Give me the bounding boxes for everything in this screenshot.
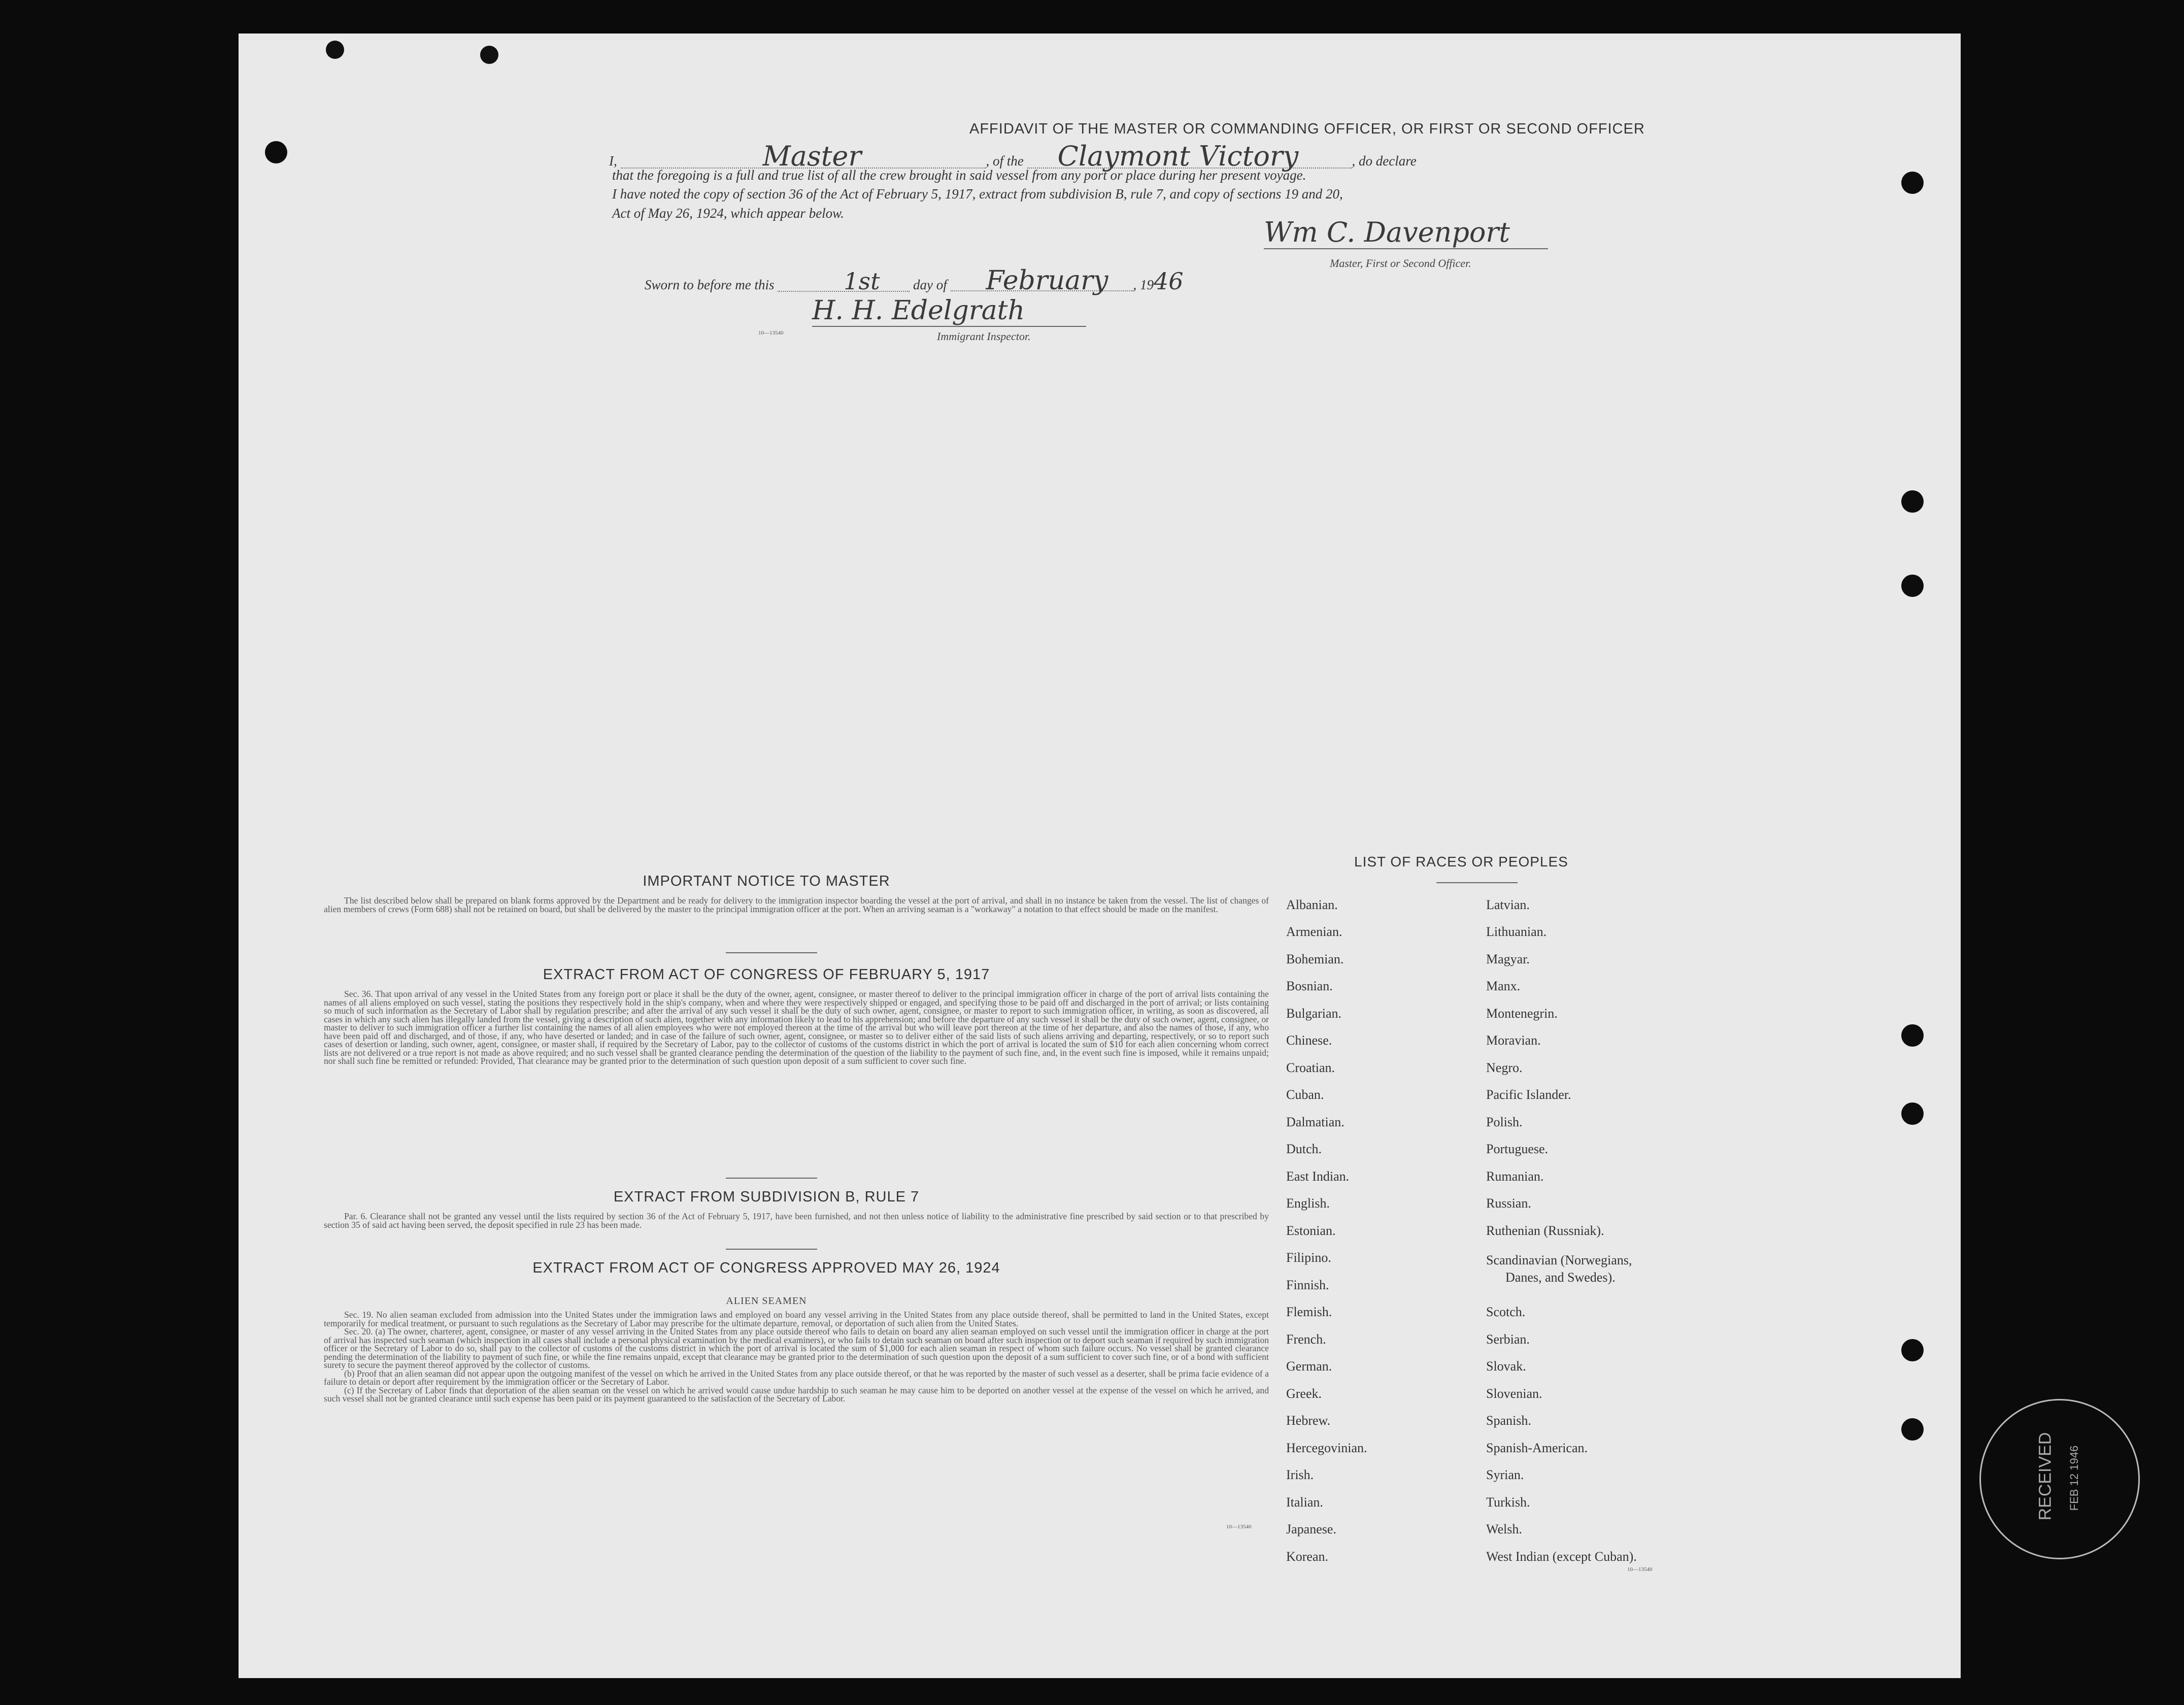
- race-item: Syrian.: [1486, 1467, 1524, 1482]
- affidavit-title: AFFIDAVIT OF THE MASTER OR COMMANDING OFFICER, OR FIRST OR SECOND OFFICER: [969, 121, 1645, 137]
- sworn-day-field: 1st: [778, 272, 910, 292]
- races-divider: [1436, 882, 1518, 883]
- races-column-1: [1286, 897, 1469, 1608]
- divider-2: [726, 1178, 817, 1179]
- stamp-received-text: RECEIVED: [2035, 1432, 2055, 1521]
- race-item: Turkish.: [1486, 1495, 1530, 1510]
- document-page: [239, 34, 2081, 1678]
- race-item: Estonian.: [1286, 1223, 1336, 1238]
- race-item: Filipino.: [1286, 1250, 1331, 1265]
- race-item: Spanish.: [1486, 1413, 1531, 1428]
- race-item: Finnish.: [1286, 1278, 1329, 1292]
- affidavit-line-2: that the foregoing is a full and true list of all the crew brought in said vessel from any port or place during her present voyage.: [612, 168, 1306, 183]
- rule-7-body: Par. 6. Clearance shall not be granted any vessel until the lists required by section 36 of the Act of February 5, 1917, have been furnished, and not then unless notice of liability to the administrative fine prescribed by said section or to that prescribed by section 35 of said act having been served, the deposit specified in rule 23 has been made.: [324, 1211, 1269, 1230]
- race-item: Serbian.: [1486, 1332, 1530, 1347]
- race-item: East Indian.: [1286, 1169, 1350, 1184]
- race-item: Ruthenian (Russniak).: [1486, 1223, 1604, 1238]
- divider-1: [726, 952, 817, 953]
- affidavit-form-number: 10—13540: [758, 330, 784, 336]
- affidavit-name-field: Master: [621, 145, 986, 169]
- extract-1917-body: Sec. 36. That upon arrival of any vessel in the United States from any foreign port or place it shall be the duty of the owner, agent, consignee, or master thereof to deliver to the principal immigration officer in charge of the port of arrival lists containing the names of all aliens employed on such vessel, stating the positions they respectively hold in the ship's company, when and where they were respectively shipped or engaged, and specifying those to be paid off and discharged in the port of arrival; or lists containing so much of such information as the Secretary of Labor shall by regulation prescribe; and after the arrival of any such vessel it shall be the duty of such owner, agent, consignee, or master to report to such immigration officer, in writing, as soon as discovered, all cases in which any such alien has illegally landed from the vessel, giving a description of such alien, together with any information likely to lead to his apprehension; and before the departure of any such vessel it shall be the duty of such owner, agent, consignee, or master to deliver to such immigration officer a further list containing the names of all alien employees who were not employed thereon at the time of the arrival but who will leave port thereon at the time of her departure, and also the names of those, if any, who have been paid off and discharged, and of those, if any, who have deserted or landed; and in case of the failure of such owner, agent, consignee, or master so to deliver either of the said lists of such aliens arriving and departing, respectively, or so to report such cases of desertion or landing, such owner, agent, consignee, or master shall, if required by the Secretary of Labor, pay to the collector of customs of the customs district in which the port of arrival is located the sum of $10 for each alien concerning whom correct lists are not delivered or a true report is not made as above required; and no such vessel shall be granted clearance pending the determination of the question of the liability to the payment of such fine, and, in the event such fine is imposed, while it remains unpaid; nor shall such fine be remitted or refunded: Provided, That clearance may be granted prior to the determination of such question upon deposit of a sum sufficient to cover such fine.: [324, 989, 1269, 1066]
- race-item: Italian.: [1286, 1495, 1323, 1510]
- inspector-signature-caption: Immigrant Inspector.: [937, 330, 1031, 343]
- race-item: Albanian.: [1286, 897, 1338, 912]
- extract-1917-title: EXTRACT FROM ACT OF CONGRESS OF FEBRUARY 5, 1917: [543, 966, 990, 983]
- race-item: Croatian.: [1286, 1060, 1335, 1075]
- punch-hole-right-4: [1901, 1024, 1924, 1047]
- notice-title: IMPORTANT NOTICE TO MASTER: [643, 873, 890, 889]
- punch-hole-right-7: [1901, 1418, 1924, 1441]
- race-item: Dutch.: [1286, 1142, 1322, 1156]
- race-item: English.: [1286, 1196, 1330, 1211]
- sworn-line: [645, 265, 1184, 296]
- punch-hole-right-6: [1901, 1339, 1924, 1361]
- punch-hole-right-2: [1901, 490, 1924, 513]
- race-item: Cuban.: [1286, 1087, 1324, 1102]
- races-column-2: [1486, 897, 1750, 1608]
- punch-hole-right-5: [1901, 1102, 1924, 1125]
- races-title: LIST OF RACES OR PEOPLES: [1354, 854, 1568, 870]
- extract-1924-sec20c: (c) If the Secretary of Labor finds that deportation of the alien seaman on the vessel on which he arrived would cause undue hardship to such seaman he may cause him to be deported on another vessel at the expense of the vessel on which he arrived, and such vessel shall not be granted clearance until such expense has been paid or its payment guaranteed to the satisfaction of the Secretary of Labor.: [324, 1385, 1269, 1403]
- extract-1924-sec20b: (b) Proof that an alien seaman did not appear upon the outgoing manifest of the vessel on which he arrived in the United States from any place outside thereof, or that he was reported by the master of such vessel as a deserter, shall be prima facie evidence of a failure to detain or deport after requirement by the immigration officer or the Secretary of Labor.: [324, 1368, 1269, 1387]
- race-item: Armenian.: [1286, 924, 1342, 939]
- race-item: Greek.: [1286, 1386, 1322, 1401]
- punch-hole-right-3: [1901, 575, 1924, 597]
- punch-hole-right-1: [1901, 172, 1924, 194]
- affidavit-declare-label: , do declare: [1352, 153, 1417, 169]
- race-item: Russian.: [1486, 1196, 1531, 1211]
- race-item: Moravian.: [1486, 1033, 1541, 1048]
- extract-1924-sec19: Sec. 19. No alien seaman excluded from admission into the United States under the immigration laws and employed on board any vessel arriving in the United States from any place outside thereof, shall be permitted to land in the United States, except temporarily for medical treatment, or pursuant to such regulations as the Secretary of Labor may prescribe for the ultimate departure, removal, or deportation of such alien from the United States.: [324, 1310, 1269, 1328]
- race-item: Bulgarian.: [1286, 1006, 1342, 1021]
- extract-form-number: 10—13540: [1226, 1524, 1252, 1530]
- race-item: Korean.: [1286, 1549, 1329, 1564]
- punch-hole-top-left-2: [480, 46, 498, 64]
- race-item: Montenegrin.: [1486, 1006, 1558, 1021]
- affidavit-line-3: I have noted the copy of section 36 of the Act of February 5, 1917, extract from subdivision B, rule 7, and copy of sections 19 and 20,: [612, 186, 1343, 202]
- race-item: Portuguese.: [1486, 1142, 1549, 1156]
- affidavit-line-4: Act of May 26, 1924, which appear below.: [612, 206, 844, 221]
- punch-hole-left: [265, 141, 287, 163]
- stamp-date-text: FEB 12 1946: [2068, 1445, 2081, 1511]
- race-item: Chinese.: [1286, 1033, 1332, 1048]
- race-item: German.: [1286, 1359, 1332, 1374]
- extract-1924-body: [324, 1311, 1269, 1403]
- notice-body: The list described below shall be prepared on blank forms approved by the Department and be ready for delivery to the immigration inspector boarding the vessel at the port of arrival, and shall in no instance be taken from the vessel. The list of changes of alien members of crews (Form 688) shall not be retained on board, but shall be delivered by the master to the principal immigration officer at the port. When an arriving seaman is a "workaway" a notation to that effect should be made on the manifest.: [324, 895, 1269, 914]
- affidavit-vessel-field: Claymont Victory: [1027, 145, 1352, 169]
- sworn-year-field: 46: [1154, 268, 1184, 295]
- race-item: Bosnian.: [1286, 979, 1333, 993]
- race-item: Danes, and Swedes).: [1505, 1270, 1616, 1285]
- sworn-month-field: February: [951, 271, 1133, 291]
- received-stamp: [1979, 1399, 2140, 1559]
- sworn-dayof-label: day of: [913, 277, 947, 292]
- rule-7-title: EXTRACT FROM SUBDIVISION B, RULE 7: [613, 1189, 920, 1205]
- race-item: Japanese.: [1286, 1522, 1336, 1536]
- race-item: Latvian.: [1486, 897, 1530, 912]
- race-item: Manx.: [1486, 979, 1521, 993]
- race-item: Slovenian.: [1486, 1386, 1542, 1401]
- punch-hole-top-left-1: [326, 41, 344, 59]
- affidavit-prefix: I,: [609, 153, 617, 169]
- race-item: Flemish.: [1286, 1305, 1332, 1319]
- extract-1924-subtitle: ALIEN SEAMEN: [726, 1295, 807, 1307]
- race-item: Scotch.: [1486, 1305, 1526, 1319]
- race-item: Scandinavian (Norwegians,: [1486, 1253, 1632, 1267]
- race-item: Dalmatian.: [1286, 1115, 1345, 1129]
- master-signature-caption: Master, First or Second Officer.: [1330, 257, 1471, 270]
- race-item: Welsh.: [1486, 1522, 1522, 1536]
- race-item: Irish.: [1286, 1467, 1314, 1482]
- affidavit-of-label: , of the: [986, 153, 1024, 169]
- race-item: French.: [1286, 1332, 1326, 1347]
- race-item: Pacific Islander.: [1486, 1087, 1571, 1102]
- race-item: Polish.: [1486, 1115, 1523, 1129]
- race-item: Hebrew.: [1286, 1413, 1331, 1428]
- extract-1924-title: EXTRACT FROM ACT OF CONGRESS APPROVED MAY 26, 1924: [532, 1260, 1000, 1276]
- race-item: Magyar.: [1486, 952, 1530, 966]
- inspector-signature: H. H. Edelgrath: [812, 295, 1086, 327]
- races-form-number: 10—13540: [1627, 1566, 1653, 1573]
- race-item: Spanish-American.: [1486, 1441, 1588, 1455]
- race-item: West Indian (except Cuban).: [1486, 1549, 1637, 1564]
- sworn-year-prefix: , 19: [1133, 277, 1154, 292]
- divider-3: [726, 1249, 817, 1250]
- race-item: Lithuanian.: [1486, 924, 1547, 939]
- extract-1924-sec20a: Sec. 20. (a) The owner, charterer, agent, consignee, or master of any vessel arriving in the United States from any place outside thereof who fails to detain on board any alien seaman employed on such vessel until the immigration officer in charge at the port of arrival has inspected such seaman (which inspection in all cases shall include a personal physical examination by the medical examiners), or who fails to detain such seaman on board after such inspection or to deport such seaman if required by such immigration officer or the Secretary of Labor to do so, shall pay to the collector of customs of the customs district in which the port of arrival is located the sum of $1,000 for each alien seaman in respect of whom such failure occurs. No vessel shall be granted clearance pending the determination of the liability to payment of such fine, or while the fine remains unpaid, except that clearance may be granted prior to the determination of such question upon the deposit of a sum sufficient to cover such fine, or of a bond with sufficient surety to secure the payment thereof approved by the collector of customs.: [324, 1326, 1269, 1370]
- sworn-prefix: Sworn to before me this: [645, 277, 775, 292]
- race-item: Bohemian.: [1286, 952, 1344, 966]
- race-item: Slovak.: [1486, 1359, 1526, 1374]
- race-item: Rumanian.: [1486, 1169, 1544, 1184]
- race-item: Hercegovinian.: [1286, 1441, 1367, 1455]
- race-item: Negro.: [1486, 1060, 1523, 1075]
- master-signature: Wm C. Davenport: [1264, 216, 1548, 249]
